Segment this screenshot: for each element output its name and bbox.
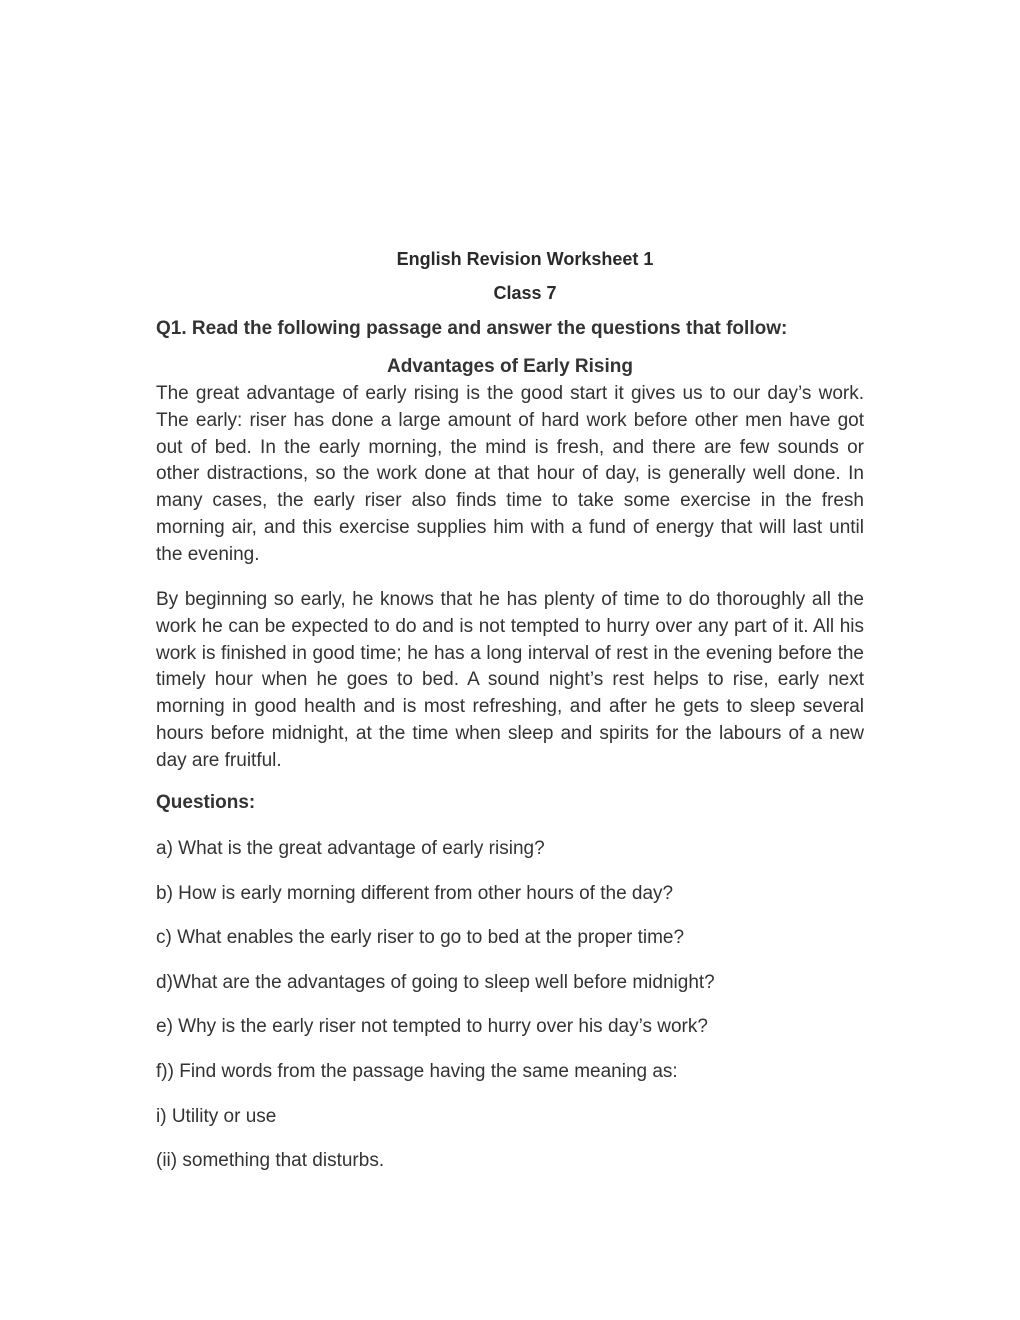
question-item-f-i: i) Utility or use xyxy=(156,1105,277,1127)
question-item-f: f)) Find words from the passage having the same meaning as: xyxy=(156,1060,678,1082)
question-item-c: c) What enables the early riser to go to bed at the proper time? xyxy=(156,927,685,949)
questions-label: Questions: xyxy=(156,792,256,813)
question-item-d: d)What are the advantages of going to sleep well before midnight? xyxy=(156,971,715,993)
question-item-e: e) Why is the early riser not tempted to hurry over his day’s work? xyxy=(156,1016,708,1038)
question-item-f-ii: (ii) something that disturbs. xyxy=(156,1150,385,1172)
questions-list xyxy=(156,836,864,1193)
question-item-a: a) What is the great advantage of early rising? xyxy=(156,838,545,859)
worksheet-title: English Revision Worksheet 1 xyxy=(396,249,654,269)
passage-paragraph-2: By beginning so early, he knows that he has plenty of time to do thoroughly all the work he can be expected to do and is not tempted to hurry over any part of it. All his work is finished in good time; he has a long interval of rest in the evening before the timely hour when he goes to bed. A sound night’s rest helps to rise, early next morning in good health and is most refreshing, and after he gets to sleep several hours before midnight, at the time when sleep and spirits for the labours of a new day are fruitful. xyxy=(156,589,864,771)
class-label: Class 7 xyxy=(493,283,557,303)
question-item-b: b) How is early morning different from other hours of the day? xyxy=(156,882,674,904)
question-1-heading: Q1. Read the following passage and answer the questions that follow: xyxy=(156,318,788,339)
passage-paragraph-1: The great advantage of early rising is the good start it gives us to our day’s work. The early: riser has done a large amount of hard work before other men have got out of bed. In the early morning, the mind is fresh, and there are few sounds or other distractions, so the work done at that hour of day, is generally well done. In many cases, the early riser also finds time to take some exercise in the fresh morning air, and this exercise supplies him with a fund of energy that will last until the evening. xyxy=(156,383,864,565)
passage-title: Advantages of Early Rising xyxy=(386,356,633,377)
